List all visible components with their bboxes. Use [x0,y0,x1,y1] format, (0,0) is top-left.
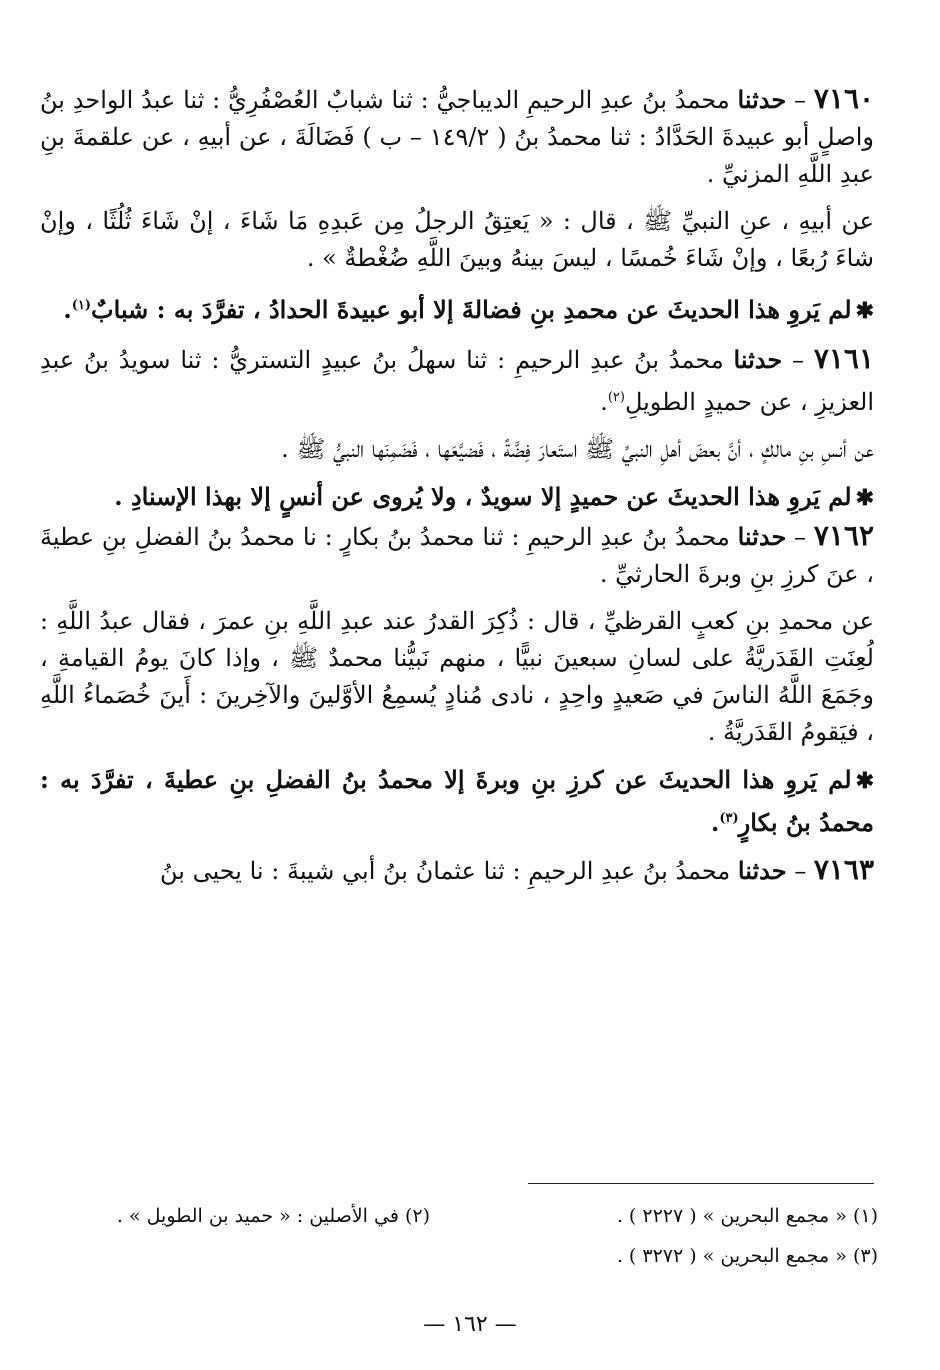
asterisk-icon: ✱ [855,298,874,324]
footnote-ref: (١) [71,298,92,313]
hadith-7162-isnad [40,517,874,593]
dash: – [782,346,814,374]
hadith-7161-matn: عن أنسِ بنِ مالكٍ ، أنَّ بعضَ أهلِ النبيِّ ﷺ استَعارَ فِضَّةً ، فَضيَّعَها ، فَضَمِنَها النبيُّ ﷺ . [281,435,874,463]
footnote-divider [528,1183,874,1184]
hadith-number: ٧١٦٠ [813,82,875,115]
hadith-7160-note: ✱لم يَروِ هذا الحديثَ عن محمدِ بنِ فضالةَ إلا أبو عبيدةَ الحدادُ ، تفرَّدَ به : شبابٌ$^{(١)}$. [63,295,874,324]
hadith-7162-note: ✱لم يَروِ هذا الحديثَ عن كرزِ بنِ وبرةَ إلا محمدُ بنُ الفضلِ بنِ عطيةَ ، تفرَّدَ به : محمدُ بنُ بكارٍ$^{(٣)}$. [40,765,874,837]
isnad-text: محمدُ بنُ عبدِ الرحيمِ الديباجيُّ : ثنا شبابٌ العُصْفُرِيُّ : ثنا عبدُ الواحدِ بنُ واصلٍ أبو عبيدةَ الحَدَّادُ : ثنا محمدُ بنُ ( ١٤٩/٢ – ب ) فَضَالَةَ ، عن أبيهِ ، عن علقمةَ بنِ عبدِ اللَّهِ المزنيِّ . [40,86,874,188]
haddathana: حدثنا [733,345,783,374]
footnote-2: (٢) في الأصلين : « حميد بن الطويل » . [116,1205,430,1227]
hadith-7161-isnad [40,340,874,421]
isnad-end: . [600,388,608,416]
dash: – [786,857,814,885]
asterisk-icon: ✱ [855,768,874,794]
hadith-7161-note [40,478,874,517]
isnad-text: محمدُ بنُ عبدِ الرحيمِ : ثنا محمدُ بنُ بكارٍ : نا محمدُ بنُ الفضلِ بنِ عطيةَ ، عنَ كرزِ بنِ وبرةَ الحارثيِّ . [40,523,874,588]
main-text [40,80,874,890]
hadith-7160-isnad [40,80,874,193]
asterisk-icon: ✱ [855,485,874,511]
footnote-ref: (٣) [719,811,739,826]
note-text: لم يَروِ هذا الحديثَ عن محمدِ بنِ فضالةَ إلا أبو عبيدةَ الحدادُ ، تفرَّدَ به : شبابٌ [91,295,852,324]
haddathana: حدثنا [737,856,787,885]
hadith-number: ٧١٦٣ [813,853,874,886]
hadith-number: ٧١٦١ [813,342,874,375]
isnad-text: محمدُ بنُ عبدِ الرحيمِ : ثنا عثمانُ بنُ أبي شيبةَ : نا يحيى بنُ [159,857,738,885]
hadith-7163-isnad [40,851,874,890]
hadith-7160-matn: عن أبيهِ ، عنِ النبيِّ ﷺ ، قال : « يَعتِقُ الرجلُ مِن عَبدِهِ مَا شَاءَ ، إنْ شَاءَ ثُلُثًا ، وإنْ شاءَ رُبعًا ، وإنْ شَاءَ خُمسًا ، ليسَ بينهُ وبينَ اللَّهِ ضُغْطةٌ » . [40,207,874,272]
hadith-7162-matn: عن محمدِ بنِ كعبٍ القرظيِّ ، قال : ذُكِرَ القدرُ عند عبدِ اللَّهِ بنِ عمرَ ، فقال عبدُ اللَّهِ : لُعِنَتِ القَدَريَّةُ على لسانِ سبعينَ نبيًّا ، منهم نَبيُّنا محمدٌ ﷺ ، وإذا كانَ يومُ القيامةِ ، وجَمَعَ اللَّهُ الناسَ في صَعيدٍ واحِدٍ ، نادى مُنادٍ يُسمِعُ الأوَّلينَ والآخِرينَ : أَينَ خُصَماءُ اللَّهِ ، فيَقومُ القَدَريَّةُ . [40,607,874,746]
haddathana: حدثنا [737,85,787,114]
dash: – [786,86,814,114]
isnad-text: محمدُ بنُ عبدِ الرحيمِ : ثنا سهلُ بنُ عبيدٍ التستريُّ : ثنا سويدُ بنُ عبدِ العزيزِ ، عن حميدٍ الطويلِ [40,346,874,416]
footnote-3: (٣) « مجمع البحرين » ( ٣٢٧٢ ) . [616,1245,878,1267]
note-text: لم يَروِ هذا الحديثَ عن كرزِ بنِ وبرةَ إلا محمدُ بنُ الفضلِ بنِ عطيةَ ، تفرَّدَ به : محمدُ بنُ بكارٍ [40,765,874,837]
haddathana: حدثنا [737,522,787,551]
footnote-1: (١) « مجمع البحرين » ( ٢٢٢٧ ) . [616,1205,878,1227]
page-number: — ١٦٢ — [423,1312,517,1337]
footnote-ref: (٢) [607,390,625,405]
note-text: لم يَروِ هذا الحديثَ عن حميدٍ إلا سويدٌ ، ولا يُروى عن أنسٍ إلا بهذا الإسنادِ . [114,482,852,511]
hadith-number: ٧١٦٢ [813,519,874,552]
dash: – [786,523,814,551]
